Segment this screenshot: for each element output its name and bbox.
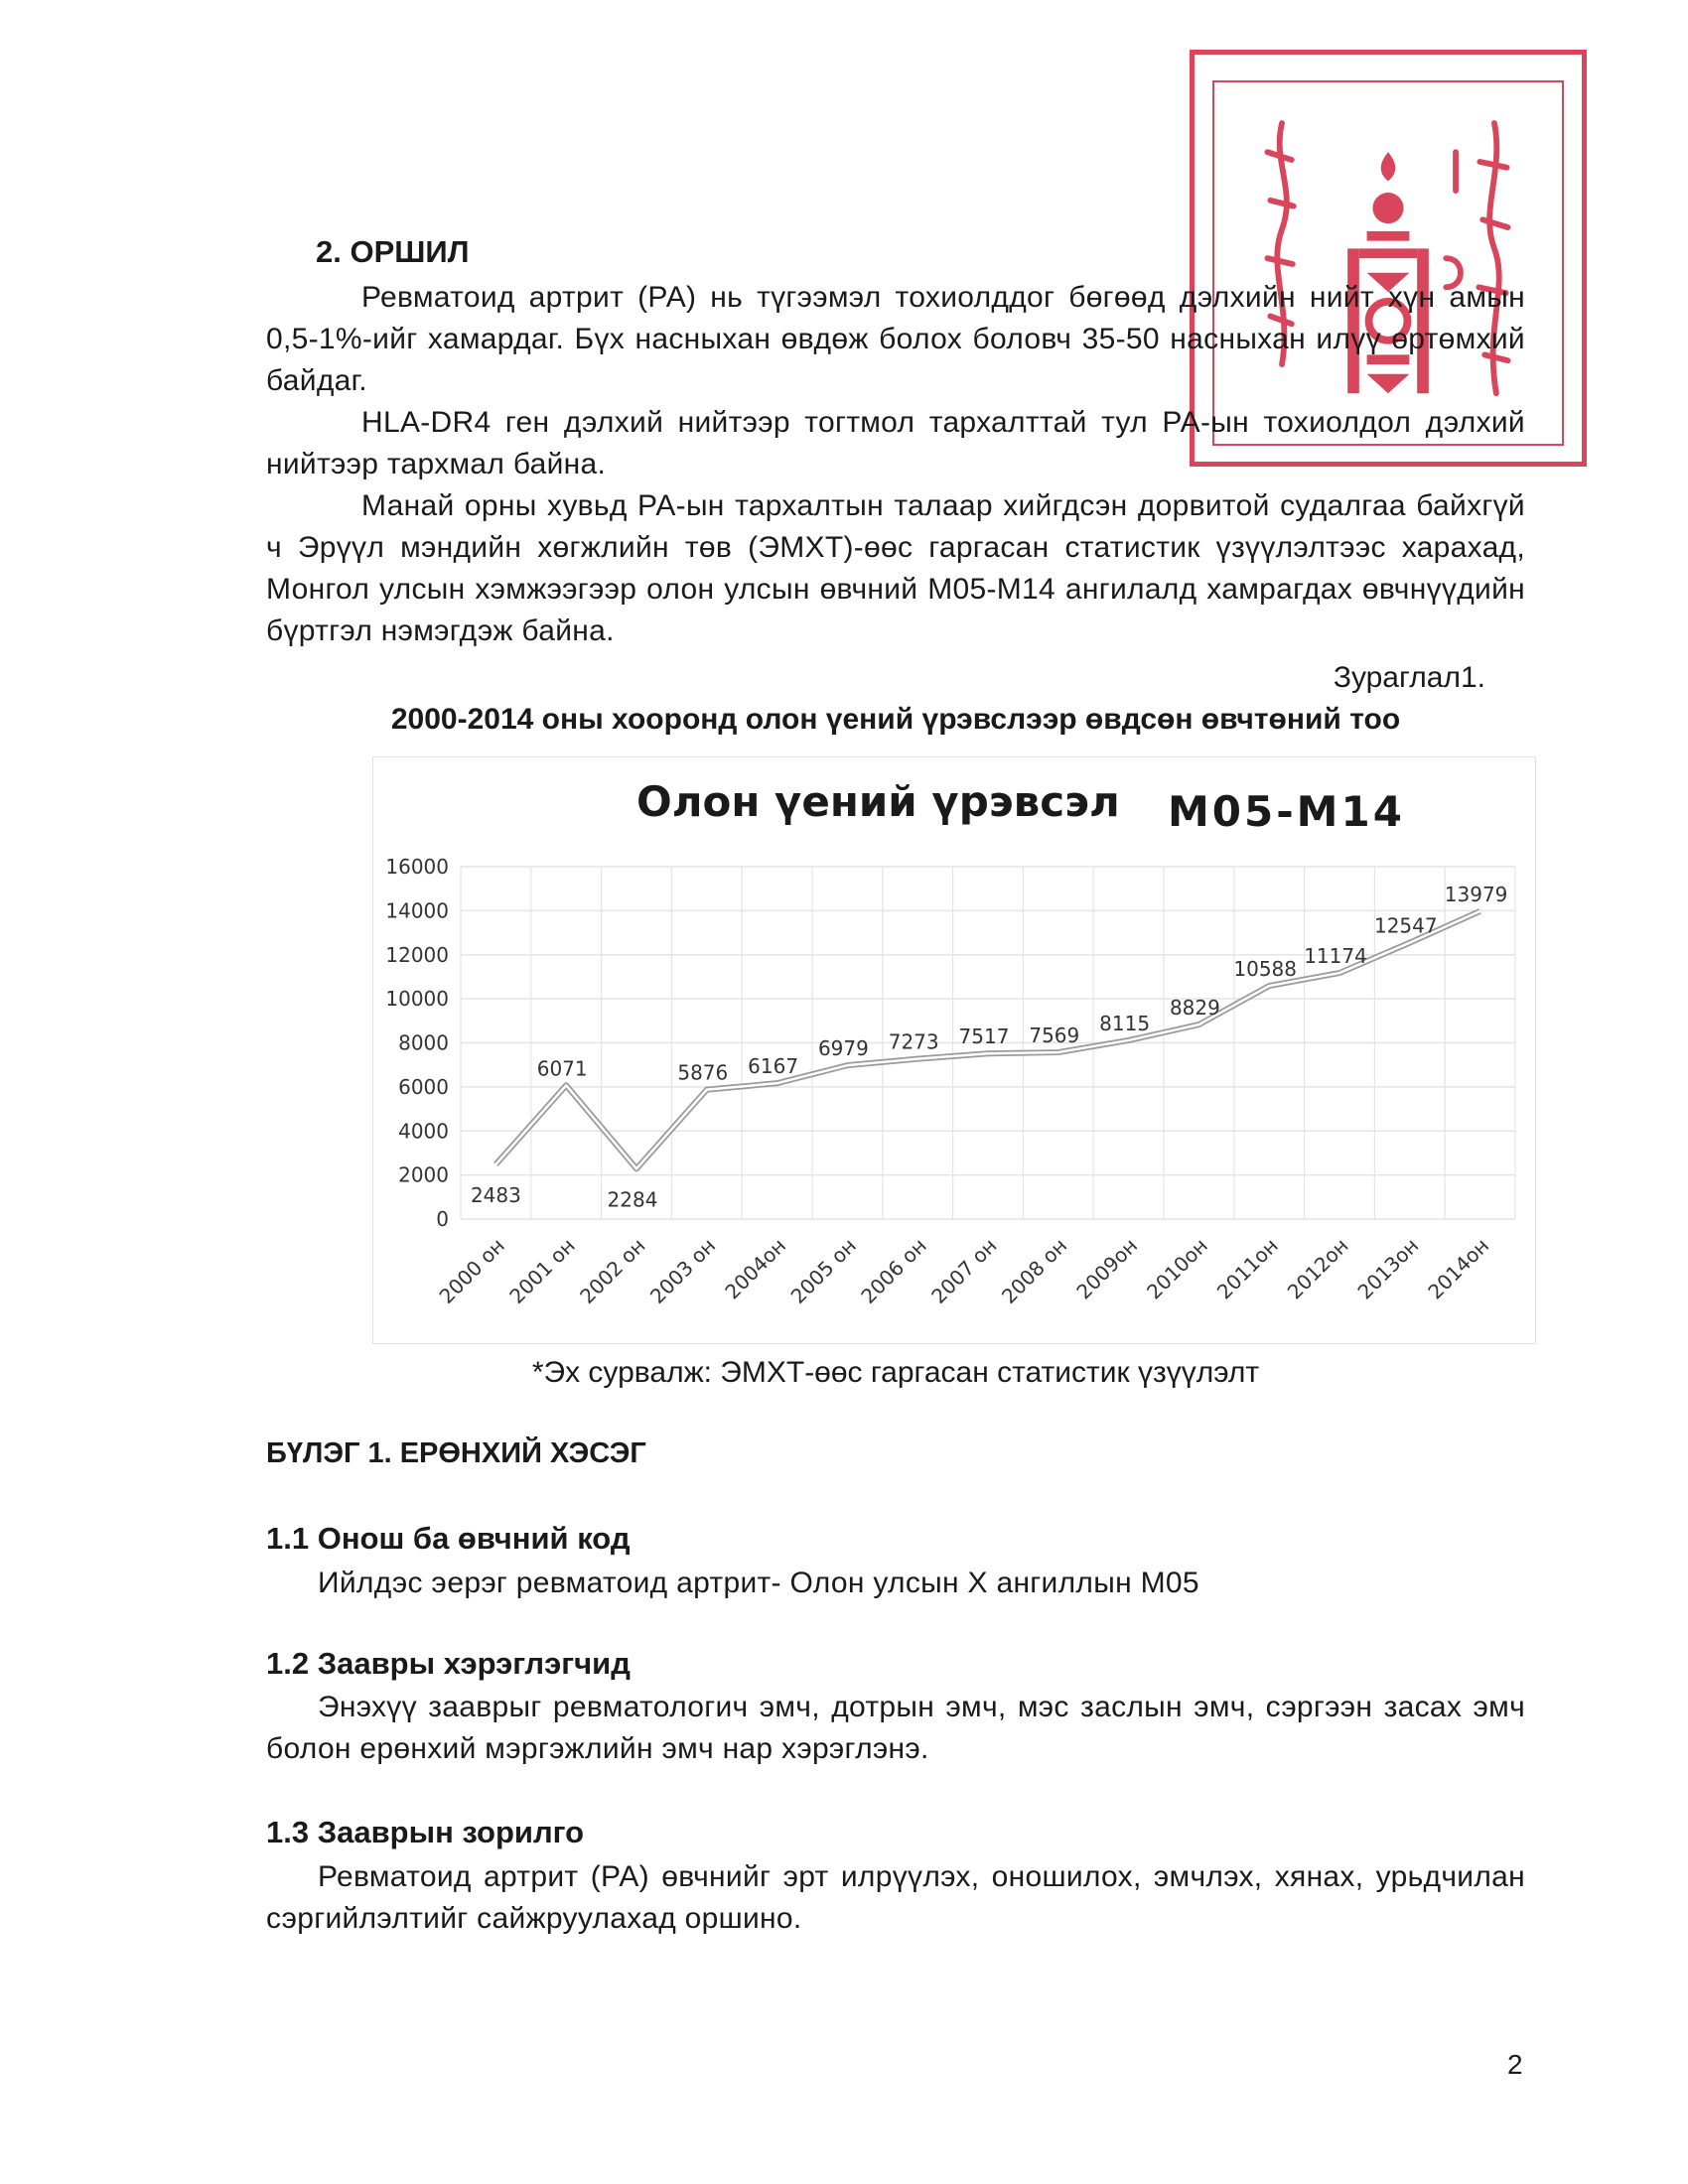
x-tick-label: 2004он <box>720 1233 791 1304</box>
page-number: 2 <box>1507 2049 1523 2080</box>
data-label: 6071 <box>536 1056 588 1081</box>
data-label: 7569 <box>1029 1024 1080 1048</box>
line-chart <box>372 756 1536 1344</box>
section-heading-purpose: 1.3 Зааврын зорилго <box>266 1815 585 1849</box>
chart-plot <box>373 757 1535 1343</box>
data-label: 2284 <box>607 1187 658 1212</box>
chapter-heading: БҮЛЭГ 1. ЕРӨНХИЙ ХЭСЭГ <box>266 1437 646 1469</box>
data-label: 5876 <box>677 1060 729 1085</box>
diagnosis-text: Ийлдэс эерэг ревматоид артрит- Олон улсын Х ангиллын М05 <box>318 1567 1199 1599</box>
x-tick-label: 2007 он <box>926 1233 1002 1308</box>
x-tick-label: 2005 он <box>785 1233 861 1308</box>
y-tick-label: 16000 <box>385 855 449 879</box>
x-tick-label: 2009он <box>1071 1233 1143 1304</box>
data-label: 8115 <box>1099 1011 1151 1035</box>
x-tick-label: 2011он <box>1211 1233 1283 1304</box>
y-tick-label: 10000 <box>385 987 449 1012</box>
data-label: 10588 <box>1233 957 1298 982</box>
users-text: Энэхүү зааврыг ревматологич эмч, дотрын эмч, мэс заслын эмч, сэргээн засах эмч болон ерөнхий мэргэжлийн эмч нар хэрэглэнэ. <box>266 1691 1525 1765</box>
y-tick-label: 6000 <box>398 1074 449 1099</box>
chart-subtitle: М05-М14 <box>1168 787 1405 836</box>
data-label: 6979 <box>817 1036 869 1061</box>
purpose-block <box>266 1856 1525 1940</box>
figure-source: *Эх сурвалж: ЭМХТ-өөс гаргасан статистик үзүүлэлт <box>531 1356 1260 1389</box>
data-label: 2483 <box>470 1182 521 1207</box>
x-tick-label: 2010он <box>1142 1233 1212 1304</box>
intro-text <box>266 277 1525 652</box>
intro-paragraph-2: HLA-DR4 ген дэлхий нийтээр тогтмол тархалттай тул РА-ын тохиолдол дэлхий нийтээр тархмал байна. <box>266 406 1525 480</box>
users-block <box>266 1687 1525 1770</box>
x-tick-label: 2014он <box>1423 1233 1494 1304</box>
x-tick-label: 2003 он <box>644 1233 721 1308</box>
x-tick-label: 2013он <box>1352 1233 1424 1304</box>
data-label: 7517 <box>958 1024 1010 1049</box>
section-heading-diagnosis: 1.1 Онош ба өвчний код <box>266 1521 631 1556</box>
section-heading-intro: 2. ОРШИЛ <box>316 234 470 269</box>
y-tick-label: 12000 <box>385 942 449 967</box>
data-label: 13979 <box>1444 882 1508 906</box>
y-tick-label: 2000 <box>398 1162 449 1187</box>
y-tick-label: 14000 <box>385 898 449 923</box>
section-heading-users: 1.2 Заавры хэрэглэгчид <box>266 1646 631 1681</box>
x-tick-label: 2002 он <box>575 1233 650 1308</box>
data-label: 6167 <box>748 1054 799 1079</box>
intro-paragraph-1: Ревматоид артрит (РА) нь түгээмэл тохиолддог бөгөөд дэлхийн нийт хүн амын 0,5-1%-ийг хамардаг. Бүх насныхан өвдөж болох боловч 35-50 насныхан илүү өртөмхий байдаг. <box>266 281 1525 397</box>
data-label: 12547 <box>1373 913 1438 938</box>
figure-number: Зураглал1. <box>1333 661 1485 694</box>
y-tick-label: 4000 <box>398 1119 449 1144</box>
data-label: 7273 <box>888 1029 939 1054</box>
purpose-text: Ревматоид артрит (РА) өвчнийг эрт илрүүлэх, оношилох, эмчлэх, хянах, урьдчилан сэргийлэлтийг сайжруулахад оршино. <box>266 1860 1525 1935</box>
intro-paragraph-3: Манай орны хувьд РА-ын тархалтын талаар хийгдсэн дорвитой судалгаа байхгүй ч Эрүүл мэндийн хөгжлийн төв (ЭМХТ)-өөс гаргасан статистик үзүүлэлтээс харахад, Монгол улсын хэмжээгээр олон улсын өвчний М05-М14 ангилалд хамрагдах өвчнүүдийн бүртгэл нэмэгдэж байна. <box>266 489 1525 647</box>
data-label: 11174 <box>1304 944 1367 969</box>
x-tick-label: 2006 он <box>856 1233 931 1308</box>
figure-caption: 2000-2014 оны хооронд олон үений үрэвслээр өвдсөн өвчтөний тоо <box>390 703 1401 736</box>
x-tick-label: 2000 он <box>434 1233 509 1308</box>
chart-title: Олон үений үрэвсэл <box>636 777 1120 826</box>
x-tick-label: 2001 он <box>504 1233 580 1308</box>
x-tick-label: 2008 он <box>996 1233 1072 1308</box>
y-tick-label: 8000 <box>398 1030 449 1055</box>
data-label: 8829 <box>1169 996 1220 1021</box>
x-tick-label: 2012он <box>1282 1233 1353 1304</box>
y-tick-label: 0 <box>436 1207 449 1231</box>
